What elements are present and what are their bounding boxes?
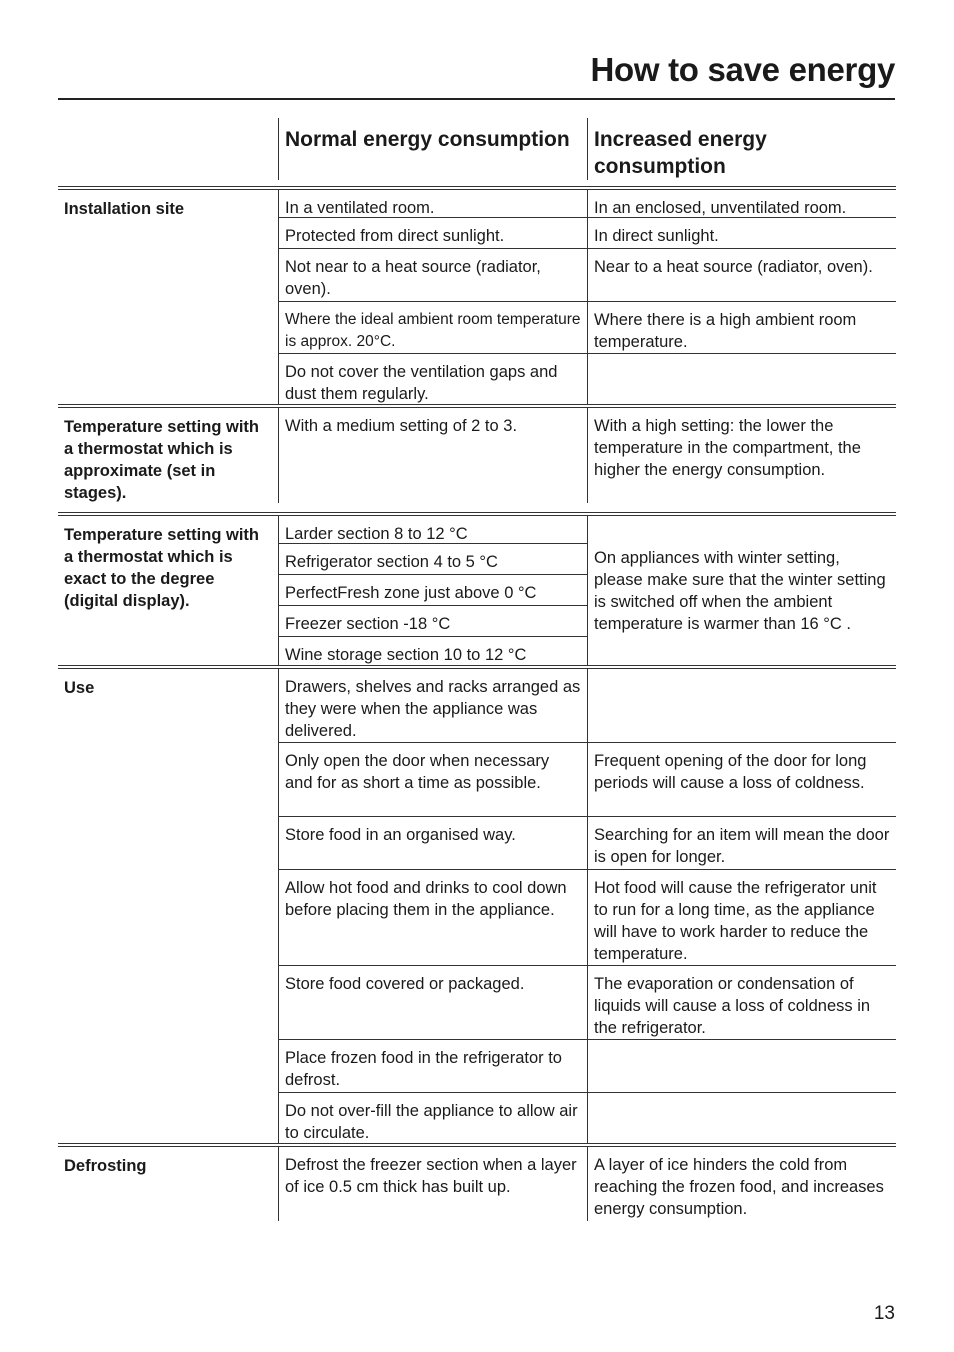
table-cell bbox=[587, 354, 896, 404]
row-label-thermostat-stages: Temperature setting with a thermostat which is approximate (set in stages). bbox=[64, 418, 259, 502]
table-cell: Freezer section -18 °C bbox=[278, 606, 587, 637]
table-cell: With a high setting: the lower the temperature in the compartment, the higher the energy consumption. bbox=[587, 408, 896, 503]
table-cell: Store food covered or packaged. bbox=[278, 966, 587, 1040]
table-cell: Where there is a high ambient room temperature. bbox=[587, 302, 896, 354]
table-cell: Protected from direct sunlight. bbox=[278, 218, 587, 249]
table-cell: In a ventilated room. bbox=[278, 190, 587, 218]
table-cell: The evaporation or condensation of liquids will cause a loss of coldness in the refrigerator. bbox=[587, 966, 896, 1040]
page-number: 13 bbox=[873, 1303, 895, 1324]
row-label-defrosting: Defrosting bbox=[64, 1157, 147, 1175]
title-rule bbox=[58, 98, 895, 100]
winter-setting-note: On appliances with winter setting, please make sure that the winter setting is switched off when the ambient temperature is warmer than 16 °C . bbox=[594, 548, 886, 633]
table-cell: Wine storage section 10 to 12 °C bbox=[278, 637, 587, 665]
table-cell: Where the ideal ambient room temperature is approx. 20°C. bbox=[278, 302, 587, 354]
section-defrosting bbox=[58, 1147, 896, 1221]
row-label-thermostat-digital: Temperature setting with a thermostat which is exact to the degree (digital display). bbox=[64, 526, 259, 610]
table-cell: Store food in an organised way. bbox=[278, 817, 587, 870]
table-cell: In direct sunlight. bbox=[587, 218, 896, 249]
table-cell: Frequent opening of the door for long periods will cause a loss of coldness. bbox=[587, 743, 896, 817]
table-cell bbox=[587, 1093, 896, 1143]
section-installation-site bbox=[58, 190, 896, 404]
table-cell: Allow hot food and drinks to cool down before placing them in the appliance. bbox=[278, 870, 587, 966]
table-cell: Do not over-fill the appliance to allow air to circulate. bbox=[278, 1093, 587, 1143]
table-cell: Searching for an item will mean the door is open for longer. bbox=[587, 817, 896, 870]
table-cell: Refrigerator section 4 to 5 °C bbox=[278, 544, 587, 575]
table-cell: Larder section 8 to 12 °C bbox=[278, 516, 587, 544]
table-cell: Hot food will cause the refrigerator unit to run for a long time, as the appliance will have to work harder to reduce the temperature. bbox=[587, 870, 896, 966]
table-cell: Place frozen food in the refrigerator to defrost. bbox=[278, 1040, 587, 1093]
table-cell: In an enclosed, unventilated room. bbox=[587, 190, 896, 218]
table-cell: Defrost the freezer section when a layer of ice 0.5 cm thick has built up. bbox=[278, 1147, 587, 1221]
table-cell: Do not cover the ventilation gaps and dust them regularly. bbox=[278, 354, 587, 404]
table-cell: Near to a heat source (radiator, oven). bbox=[587, 249, 896, 302]
row-label-installation-site: Installation site bbox=[64, 200, 185, 218]
section-thermostat-digital bbox=[58, 516, 896, 665]
page-title: How to save energy bbox=[590, 51, 895, 88]
table-cell: Drawers, shelves and racks arranged as they were when the appliance was delivered. bbox=[278, 669, 587, 743]
table-header bbox=[58, 118, 896, 186]
table-cell bbox=[587, 1040, 896, 1093]
table-cell bbox=[587, 669, 896, 743]
section-thermostat-stages bbox=[58, 408, 896, 512]
table-cell: A layer of ice hinders the cold from reaching the frozen food, and increases energy consumption. bbox=[587, 1147, 896, 1221]
header-increased-energy: Increased energy consumption bbox=[587, 118, 896, 180]
header-normal-energy: Normal energy consumption bbox=[278, 118, 587, 180]
table-cell: Only open the door when necessary and for as short a time as possible. bbox=[278, 743, 587, 817]
table-cell bbox=[587, 516, 896, 665]
row-label-use: Use bbox=[64, 679, 95, 697]
section-use bbox=[58, 669, 896, 1143]
table-cell: With a medium setting of 2 to 3. bbox=[278, 408, 587, 503]
table-cell: PerfectFresh zone just above 0 °C bbox=[278, 575, 587, 606]
table-cell: Not near to a heat source (radiator, oven). bbox=[278, 249, 587, 302]
energy-table bbox=[58, 118, 896, 1221]
